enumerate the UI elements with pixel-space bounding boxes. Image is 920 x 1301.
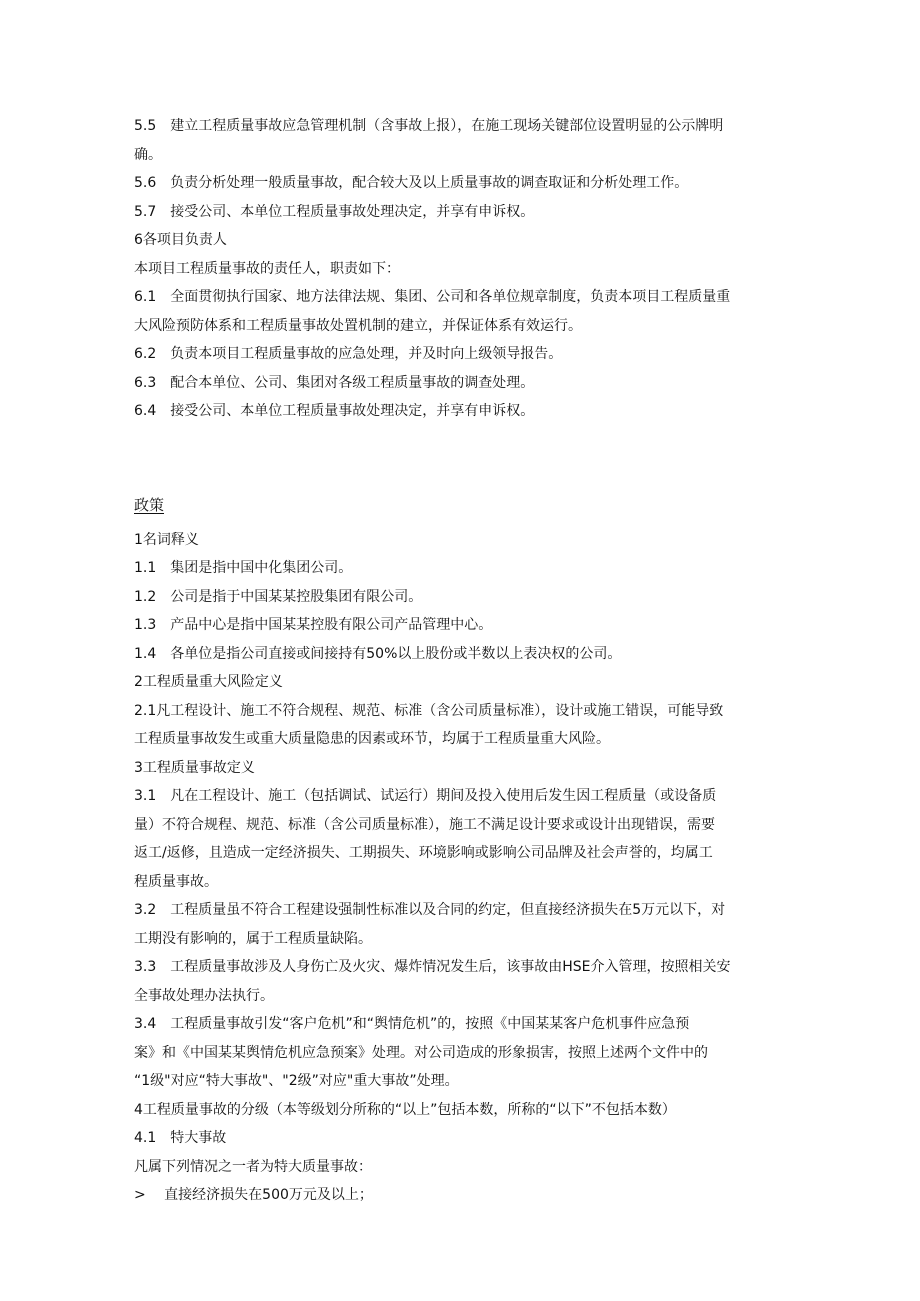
policy-line-16: 3.3 工程质量事故涉及人身伤亡及火灾、爆炸情况发生后，该事故由HSE介入管理，按照相关安 <box>134 959 731 975</box>
policy-line-2: 1.1 集团是指中国中化集团公司。 <box>134 560 353 576</box>
responsibilities-section <box>134 112 794 426</box>
policy-line-12: 返工/返修，且造成一定经济损失、工期损失、环境影响或影响公司品牌及社会声誉的，均属工 <box>134 845 713 861</box>
responsibilities-line-11: 6.4 接受公司、本单位工程质量事故处理决定，并享有申诉权。 <box>134 403 535 419</box>
responsibilities-line-1: 5.5 建立工程质量事故应急管理机制（含事故上报），在施工现场关键部位设置明显的公示牌明 <box>134 118 724 134</box>
policy-line-19: 案》和《中国某某舆情危机应急预案》处理。对公司造成的形象损害，按照上述两个文件中的 <box>134 1044 708 1061</box>
responsibilities-line-2: 确。 <box>134 146 162 163</box>
policy-line-8: 工程质量事故发生或重大质量隐患的因素或环节，均属于工程质量重大风险。 <box>134 731 610 747</box>
policy-line-15: 工期没有影响的，属于工程质量缺陷。 <box>134 930 372 947</box>
responsibilities-line-4: 5.7 接受公司、本单位工程质量事故处理决定，并享有申诉权。 <box>134 203 535 220</box>
policy-line-10: 3.1 凡在工程设计、施工（包括调试、试运行）期间及投入使用后发生因工程质量（或设备质 <box>134 788 717 804</box>
policy-line-17: 全事故处理办法执行。 <box>134 987 274 1004</box>
policy-line-18: 3.4 工程质量事故引发“客户危机”和“舆情危机”的，按照《中国某某客户危机事件应急预 <box>134 1016 690 1032</box>
policy-section <box>134 491 794 1210</box>
responsibilities-line-3: 5.6 负责分析处理一般质量事故，配合较大及以上质量事故的调查取证和分析处理工作。 <box>134 175 689 191</box>
responsibilities-line-8: 大风险预防体系和工程质量事故处置机制的建立，并保证体系有效运行。 <box>134 317 582 334</box>
policy-line-21: 4工程质量事故的分级（本等级划分所称的“以上”包括本数，所称的“以下”不包括本数） <box>134 1101 676 1118</box>
responsibilities-line-7: 6.1 全面贯彻执行国家、地方法律法规、集团、公司和各单位规章制度，负责本项目工程质量重 <box>134 289 731 305</box>
policy-line-6: 2工程质量重大风险定义 <box>134 674 283 690</box>
responsibilities-line-10: 6.3 配合本单位、公司、集团对各级工程质量事故的调查处理。 <box>134 374 535 391</box>
policy-line-14: 3.2 工程质量虽不符合工程建设强制性标准以及合同的约定，但直接经济损失在5万元以下，对 <box>134 902 726 918</box>
policy-line-22: 4.1 特大事故 <box>134 1130 227 1146</box>
policy-line-5: 1.4 各单位是指公司直接或间接持有50%以上股份或半数以上表决权的公司。 <box>134 645 622 662</box>
policy-line-4: 1.3 产品中心是指中国某某控股有限公司产品管理中心。 <box>134 617 493 633</box>
policy-heading: 政策 <box>134 496 165 514</box>
policy-line-11: 量）不符合规程、规范、标准（含公司质量标准），施工不满足设计要求或设计出现错误，需要 <box>134 816 715 833</box>
responsibilities-line-6: 本项目工程质量事故的责任人，职责如下： <box>134 260 400 277</box>
policy-line-23: 凡属下列情况之一者为特大质量事故： <box>134 1158 372 1175</box>
policy-line-3: 1.2 公司是指于中国某某控股集团有限公司。 <box>134 588 423 605</box>
responsibilities-line-9: 6.2 负责本项目工程质量事故的应急处理，并及时向上级领导报告。 <box>134 346 563 362</box>
responsibilities-line-5: 6各项目负责人 <box>134 232 227 248</box>
policy-line-13: 程质量事故。 <box>134 873 218 890</box>
policy-line-1: 1名词释义 <box>134 531 199 548</box>
policy-line-20: “1级"对应“特大事故"、"2级”对应"重大事故”处理。 <box>134 1073 459 1089</box>
policy-line-9: 3工程质量事故定义 <box>134 759 255 776</box>
policy-line-24: > 直接经济损失在500万元及以上； <box>134 1187 373 1203</box>
policy-line-7: 2.1凡工程设计、施工不符合规程、规范、标准（含公司质量标准），设计或施工错误，可能导致 <box>134 702 724 719</box>
